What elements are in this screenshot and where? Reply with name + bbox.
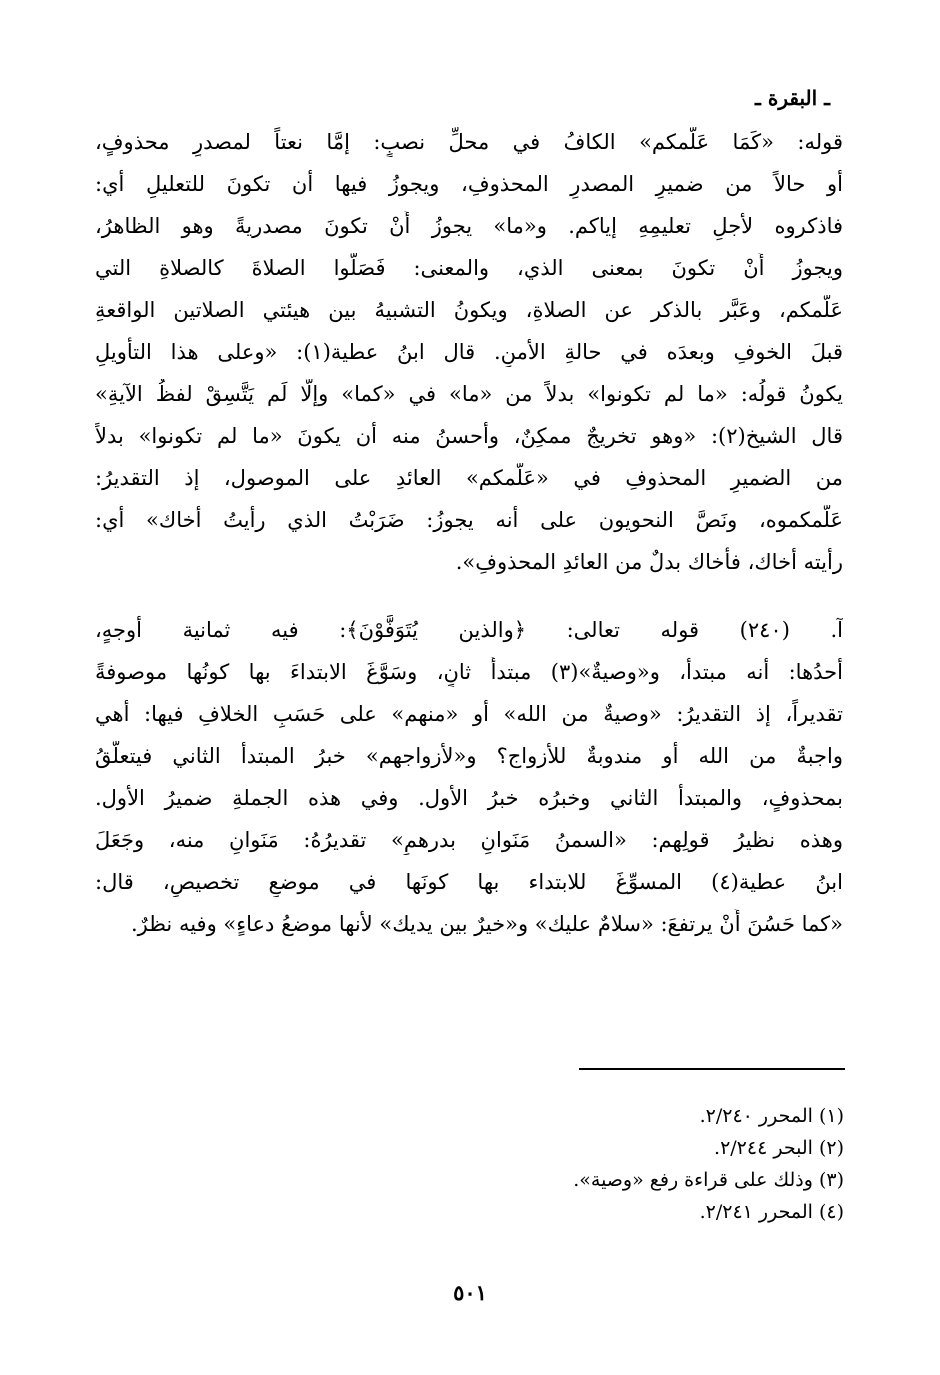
text-line: قال الشيخ(٢): «وهو تخريجٌ ممكِنٌ، وأحسنُ منه أن يكونَ «ما لم تكونوا» بدلاً [95,424,843,448]
text-line: تقديراً، إذ التقديرُ: «وصيةٌ من الله» أو «منهم» على حَسَبِ الخلافِ فيها: أهي [95,702,843,726]
text-line: ابنُ عطية(٤) المسوِّغَ للابتداء بها كونَها في موضعِ تخصيصٍ، قال: [95,870,843,894]
text-line: قوله: «كَمَا عَلَّمكم» الكافُ في محلِّ نصبٍ: إمَّا نعتاً لمصدرٍ محذوفٍ، [95,130,843,154]
text-line: أو حالاً من ضميرِ المصدرِ المحذوفِ، ويجوزُ فيها أن تكونَ للتعليلِ أي: [95,172,843,196]
text-line: من الضميرِ المحذوفِ في «عَلَّمكم» العائدِ على الموصول، إذ التقديرُ: [95,466,843,490]
text-line: رأيته أخاك، فأخاك بدلٌ من العائدِ المحذوفِ». [455,550,843,574]
text-line: فاذكروه لأجلِ تعليمِهِ إياكم. و«ما» يجوزُ أَنْ تكونَ مصدريةً وهو الظاهرُ، [95,214,843,238]
text-line: آ. (٢٤٠) قوله تعالى: ﴿والذين يُتَوَفَّوْنَ﴾: فيه ثمانية أوجهٍ، [95,618,843,642]
text-line: ويجوزُ أَنْ تكونَ بمعنى الذي، والمعنى: فَصَلُّوا الصلاةَ كالصلاةِ التي [95,256,843,280]
footnote: (٢) البحر ٢/٢٤٤. [714,1137,844,1159]
running-head: ـ البقرة ـ [755,86,830,110]
text-line: عَلَّمكم، وعَبَّر بالذكر عن الصلاةِ، ويكونُ التشبيهُ بين هيئتي الصلاتين الواقعةِ [95,298,843,322]
page-number: ٥٠١ [453,1280,487,1305]
footnote: (٤) المحرر ٢/٢٤١. [699,1201,844,1223]
text-line: «كما حَسُنَ أَنْ يرتفعَ: «سلامٌ عليك» و«خيرٌ بين يديك» لأنها موضعُ دعاءٍ» وفيه نظرٌ. [130,912,843,936]
text-line: وهذه نظيرُ قولِهم: «السمنُ مَنَوانِ بدرهمٍ» تقديرُهُ: مَنَوانِ منه، وجَعَلَ [95,828,843,852]
text-line: يكونُ قولُه: «ما لم تكونوا» بدلاً من «ما» في «كما» وإلَّا لَم يَتَّسِقْ لفظُ الآيةِ» [95,382,843,406]
footnote: (١) المحرر ٢/٢٤٠. [699,1105,844,1127]
text-line: عَلَّمكموه، ونَصَّ النحويون على أنه يجوزُ: ضَرَبْتُ الذي رأيتُ أخاك» أي: [95,508,843,532]
footnote-separator [579,1068,845,1070]
text-line: بمحذوفٍ، والمبتدأ الثاني وخبرُه خبرُ الأول. وفي هذه الجملةِ ضميرُ الأول. [95,786,843,810]
text-line: أحدُها: أنه مبتدأ، و«وصيةٌ»(٣) مبتدأٌ ثانٍ، وسَوَّغَ الابتداءَ بها كونُها موصوفةً [95,660,843,684]
footnote: (٣) وذلك على قراءة رفع «وصية». [573,1169,844,1191]
text-line: قبلَ الخوفِ وبعدَه في حالةِ الأمنِ. قال ابنُ عطية(١): «وعلى هذا التأويلِ [95,340,843,364]
text-line: واجبةٌ من الله أو مندوبةٌ للأزواج؟ و«لأزواجهم» خبرُ المبتدأ الثاني فيتعلَّقُ [95,744,843,768]
